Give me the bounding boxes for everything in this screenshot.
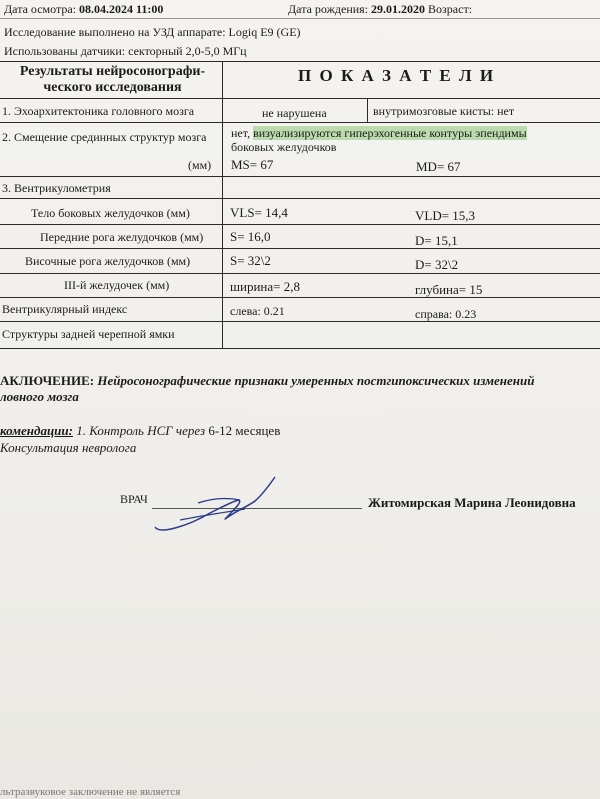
birth-date-label: Дата рождения: [288, 2, 369, 16]
signature-image [150, 465, 290, 545]
row-shift-highlight: визуализируются гиперэхогенные контуры эпендимы [253, 126, 527, 140]
body-right: VLD= 15,3 [415, 208, 476, 223]
front-label: Передние рога желудочков (мм) [40, 230, 204, 244]
age-label: Возраст: [428, 2, 473, 16]
temporal-right: D= 32\2 [415, 257, 459, 272]
recommendations [0, 423, 280, 439]
rec1-a: Контроль НСГ через [89, 423, 206, 438]
table-border [0, 176, 600, 177]
index-label: Вентрикулярный индекс [2, 302, 128, 316]
row-echo-value2: внутримозговые кисты: нет [373, 104, 515, 118]
recommendations-label: комендации: [0, 423, 73, 438]
table-border [0, 198, 600, 199]
table-border [222, 61, 223, 348]
index-left: слева: 0.21 [230, 304, 285, 318]
table-header-right: П О К А З А Т Е Л И [298, 66, 496, 85]
table-border [0, 61, 600, 62]
table-border [0, 248, 600, 249]
exam-date [4, 2, 163, 17]
table-header-left: Результаты нейросонографи- ческого исследования [19, 64, 206, 95]
row-echo-value1: не нарушена [262, 106, 327, 120]
third-right: глубина= 15 [415, 282, 483, 297]
sensor-line: Использованы датчики: секторный 2,0-5,0 МГц [4, 44, 247, 58]
third-label: III-й желудочек (мм) [64, 278, 170, 292]
table-border [367, 98, 368, 122]
exam-date-value: 08.04.2024 11:00 [79, 2, 164, 16]
front-right: D= 15,1 [415, 233, 458, 248]
doctor-name: Житомирская Марина Леонидовна [368, 495, 576, 510]
row-shift-label: 2. Смещение срединных структур мозга [2, 130, 207, 144]
body-label: Тело боковых желудочков (мм) [31, 206, 190, 220]
temporal-left: S= 32\2 [230, 253, 271, 268]
third-left: ширина= 2,8 [230, 279, 300, 294]
front-left: S= 16,0 [230, 229, 271, 244]
birth-date [288, 2, 472, 17]
table-border [0, 348, 600, 349]
row-echo-label: 1. Эхоархитектоника головного мозга [2, 104, 195, 118]
temporal-label: Височные рога желудочков (мм) [25, 254, 191, 268]
birth-date-value: 29.01.2020 [371, 2, 426, 16]
conclusion-text1: Нейросонографические признаки умеренных постгипоксических изменений [97, 373, 535, 388]
conclusion [0, 373, 534, 389]
conclusion-label: АКЛЮЧЕНИЕ: [0, 373, 95, 388]
ms-value: MS= 67 [231, 157, 274, 172]
ms-unit: (мм) [188, 158, 212, 172]
conclusion-text2: ловного мозга [0, 389, 79, 404]
posterior-label: Структуры задней черепной ямки [2, 327, 175, 341]
rec1-num: 1. [76, 423, 86, 438]
exam-date-label: Дата осмотра: [4, 2, 77, 16]
index-right: справа: 0.23 [415, 307, 477, 321]
table-border [0, 273, 600, 274]
footer-text: льтразвуковое заключение не является [0, 786, 181, 798]
row-shift-value [231, 126, 527, 141]
ventri-label: 3. Вентрикулометрия [2, 181, 111, 195]
divider [0, 18, 600, 19]
row-shift-line2: боковых желудочков [231, 140, 337, 154]
table-border [0, 297, 600, 298]
md-value: MD= 67 [416, 159, 461, 174]
table-border [0, 98, 600, 99]
body-left: VLS= 14,4 [230, 205, 288, 220]
table-border [0, 224, 600, 225]
row-shift-prefix: нет, [231, 126, 251, 140]
device-line: Исследование выполнено на УЗД аппарате: Logiq E9 (GE) [4, 25, 301, 39]
table-border [0, 122, 600, 123]
rec2: Консультация невролога [0, 440, 137, 455]
doctor-role: ВРАЧ [120, 492, 148, 506]
table-border [0, 321, 600, 322]
rec1-b: 6-12 месяцев [208, 423, 281, 438]
